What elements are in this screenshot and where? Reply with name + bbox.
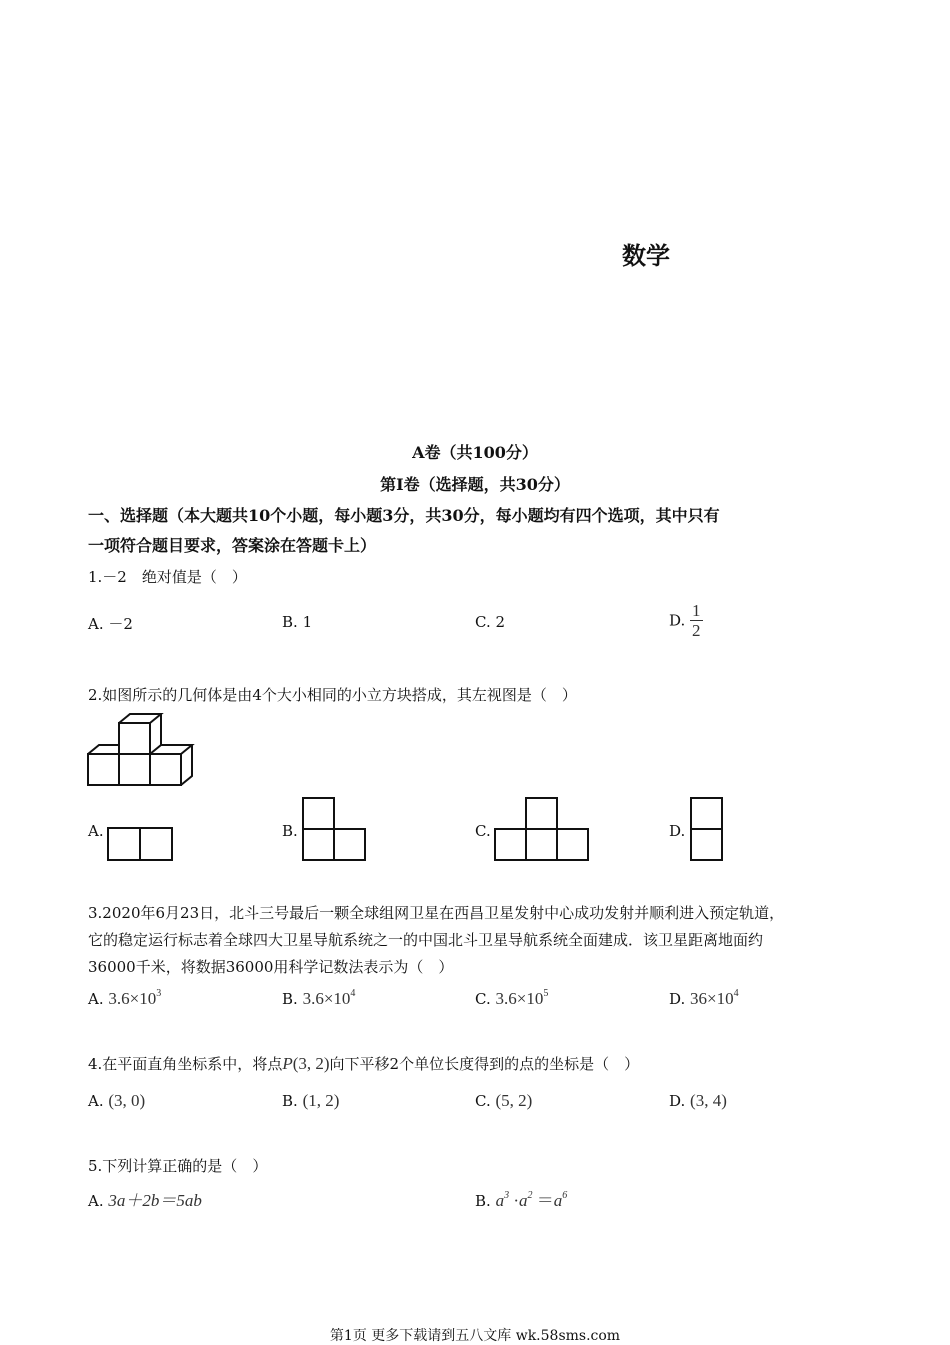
- q3-b-base: 3.6×10: [302, 989, 351, 1008]
- q4-option-b-label: B.: [282, 1092, 298, 1110]
- q4-point-name: P: [282, 1054, 293, 1073]
- fraction-denominator: 2: [692, 621, 701, 640]
- q3-c-base: 3.6×10: [495, 989, 544, 1008]
- q2-cube-figure: [86, 712, 198, 788]
- q1-option-a-value: －2: [108, 615, 133, 633]
- q5-b-base2: a: [519, 1191, 528, 1210]
- q3-option-b-label: B.: [282, 990, 298, 1008]
- q3-option-a: [88, 988, 161, 1009]
- q4-option-d: [669, 1091, 727, 1111]
- q1-option-b: [282, 613, 312, 631]
- q2-option-a-figure: [107, 827, 173, 861]
- q3-option-d-label: D.: [669, 990, 686, 1008]
- q3-c-exponent: 5: [543, 988, 549, 999]
- q5-b-base1: a: [495, 1191, 505, 1210]
- q5-b-dot: ·: [513, 1191, 519, 1210]
- q3-d-base: 36×10: [690, 989, 734, 1008]
- q5-b-exp1: 3: [504, 1190, 510, 1201]
- document-title: 数学: [622, 241, 670, 270]
- q4-option-c-value: (5, 2): [495, 1091, 533, 1110]
- q4-option-d-value: (3, 4): [690, 1091, 727, 1110]
- q3-a-base: 3.6×10: [108, 989, 157, 1008]
- q4-option-d-label: D.: [669, 1092, 686, 1110]
- q1-option-b-value: 1: [302, 613, 313, 631]
- q3-option-c-label: C.: [475, 990, 491, 1008]
- q5-b-base3: a: [553, 1191, 563, 1210]
- part1-instruction-line1: 一、选择题（本大题共10个小题，每小题3分，共30分，每小题均有四个选项，其中只有: [88, 506, 720, 525]
- cube-front-2: [119, 754, 150, 785]
- q1-option-a-label: A.: [88, 615, 104, 633]
- q3-option-a-label: A.: [88, 990, 104, 1008]
- q5-option-b-value: [496, 1191, 568, 1210]
- q5-b-exp3: 6: [562, 1190, 568, 1201]
- q3-a-exponent: 3: [156, 988, 162, 999]
- q5-option-a-value: 3a＋2b＝5ab: [108, 1191, 202, 1210]
- q5-option-a-label: A.: [88, 1192, 104, 1210]
- q4-option-c-label: C.: [475, 1092, 491, 1110]
- q1-option-d-label: D.: [669, 611, 686, 630]
- q1-option-d: [669, 601, 703, 640]
- part1-instruction-line2: 一项符合题目要求，答案涂在答题卡上）: [88, 536, 377, 555]
- q3-option-b: [282, 988, 355, 1009]
- q4-option-a: [88, 1091, 145, 1111]
- q1-stem: 1.－2 绝对值是（ ）: [88, 568, 247, 586]
- page-footer: 第1页 更多下载请到五八文库 wk.58sms.com: [329, 1328, 621, 1344]
- q3-option-d: [669, 988, 739, 1009]
- q2-option-a-label: A.: [88, 822, 104, 840]
- q4-option-c: [475, 1091, 532, 1111]
- q5-stem: 5.下列计算正确的是（ ）: [88, 1157, 268, 1175]
- q5-option-b: [475, 1186, 567, 1211]
- q3-stem-line2: 它的稳定运行标志着全球四大卫星导航系统之一的中国北斗卫星导航系统全面建成．该卫星距离地面约: [88, 931, 764, 949]
- cube-top-face: [119, 714, 161, 723]
- cube-right-top-face: [161, 745, 192, 754]
- q5-b-equals: ＝: [536, 1191, 554, 1210]
- q3-option-d-value: [690, 989, 739, 1008]
- q1-option-c-value: 2: [495, 613, 506, 631]
- cube-front-top: [119, 723, 150, 754]
- q4-option-a-value: (3, 0): [108, 1091, 146, 1110]
- q5-b-exp2: 2: [527, 1190, 533, 1201]
- q3-option-c: [475, 988, 548, 1009]
- q3-d-exponent: 4: [733, 988, 739, 999]
- cube-right-side: [181, 745, 192, 785]
- q4-stem: [88, 1053, 639, 1074]
- q2-option-d-figure: [690, 797, 724, 861]
- q1-option-b-label: B.: [282, 613, 298, 631]
- q2-option-d-label: D.: [669, 822, 686, 840]
- q3-b-exponent: 4: [350, 988, 356, 999]
- cube-front-3: [150, 754, 181, 785]
- q5-option-a: [88, 1186, 202, 1211]
- q1-option-c-label: C.: [475, 613, 491, 631]
- q3-option-a-value: [108, 989, 161, 1008]
- cube-left-top-face: [88, 745, 119, 754]
- q4-option-b-value: (1, 2): [302, 1091, 340, 1110]
- q4-option-a-label: A.: [88, 1092, 104, 1110]
- q2-option-c-figure: [494, 797, 590, 861]
- fraction-numerator: 1: [692, 601, 701, 620]
- q4-point-coords: (3, 2): [292, 1054, 330, 1073]
- q2-stem: 2.如图所示的几何体是由4个大小相同的小立方块搭成，其左视图是（ ）: [88, 686, 577, 704]
- q3-option-c-value: [496, 989, 549, 1008]
- q3-stem-line3: 36000千米，将数据36000用科学记数法表示为（ ）: [88, 958, 454, 976]
- q2-option-b-label: B.: [282, 822, 298, 840]
- q4-option-b: [282, 1091, 339, 1111]
- q2-option-b-figure: [302, 797, 366, 861]
- q3-option-b-value: [303, 989, 356, 1008]
- section-a-heading: A卷（共100分）: [412, 443, 538, 462]
- q5-option-b-label: B.: [475, 1192, 491, 1210]
- q3-stem-line1: 3.2020年6月23日，北斗三号最后一颗全球组网卫星在西昌卫星发射中心成功发射并顺利进入预定轨道，: [88, 904, 785, 922]
- q1-option-d-fraction: [690, 601, 703, 640]
- q2-option-c-label: C.: [475, 822, 491, 840]
- q4-stem-post: 向下平移2个单位长度得到的点的坐标是（ ）: [329, 1055, 640, 1073]
- cube-top-side: [150, 714, 161, 754]
- section-1-heading: 第Ⅰ卷（选择题，共30分）: [380, 475, 570, 494]
- q1-option-a: [88, 613, 133, 634]
- q4-stem-pre: 4.在平面直角坐标系中，将点: [88, 1055, 283, 1073]
- cube-front-1: [88, 754, 119, 785]
- q1-option-c: [475, 613, 505, 631]
